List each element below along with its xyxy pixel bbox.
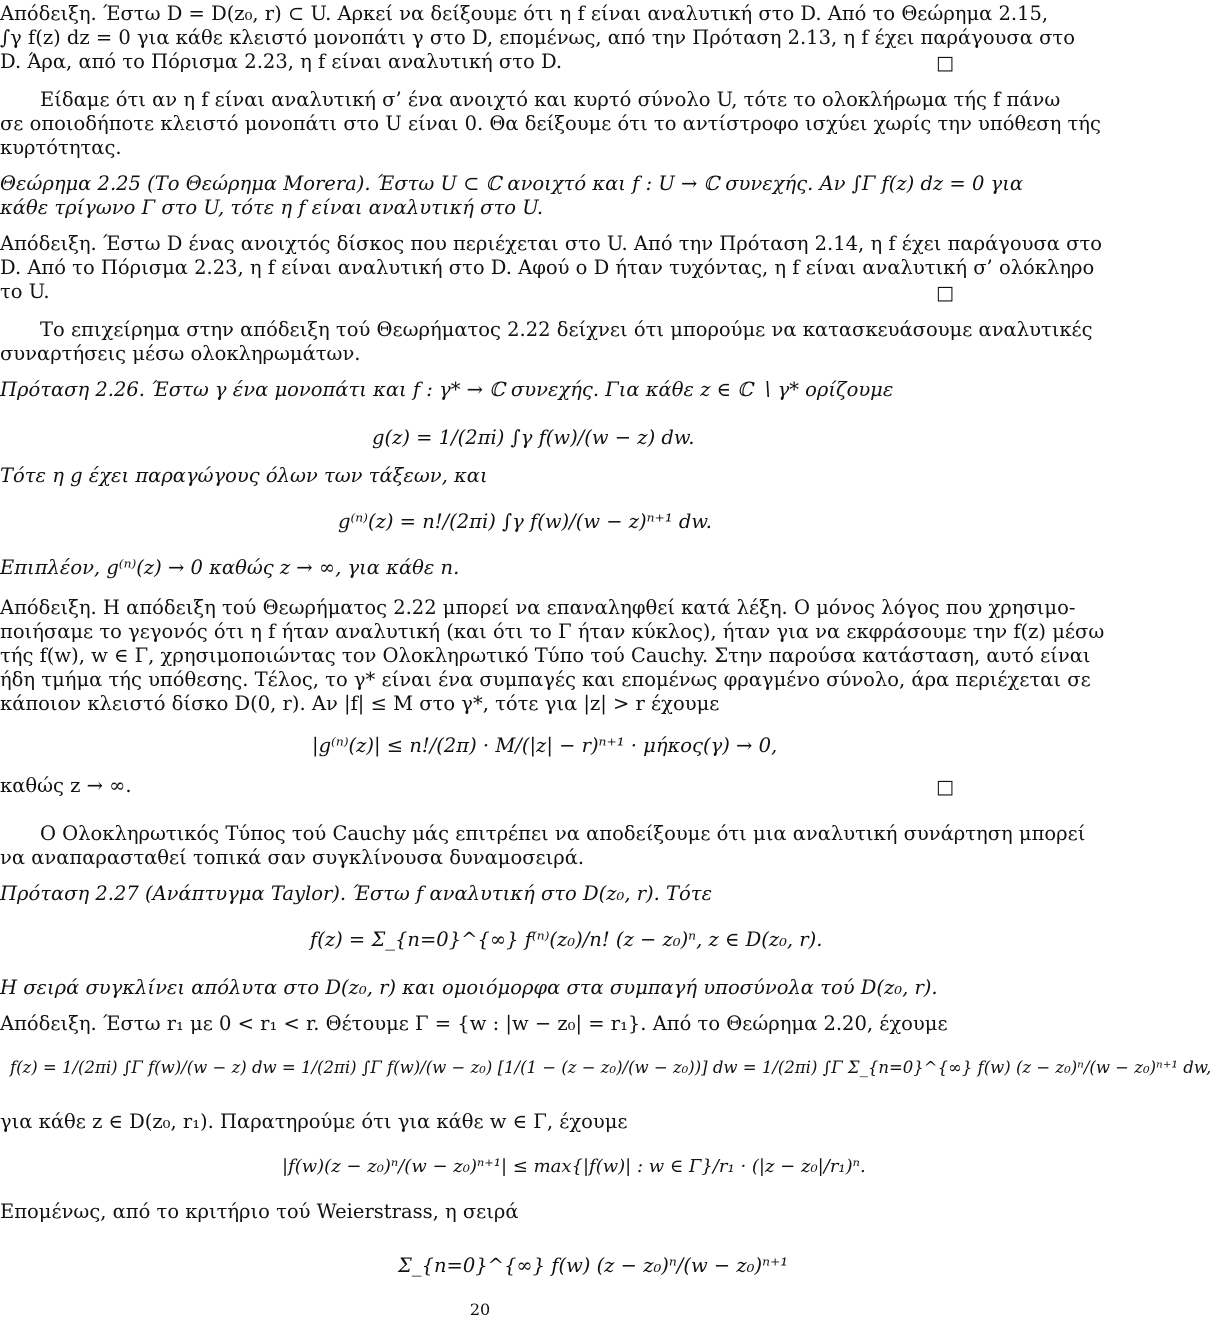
page-number: 20 — [469, 1300, 491, 1319]
text-line: να αναπαρασταθεί τοπικά σαν συγκλίνουσα δυναμοσειρά. — [0, 846, 585, 869]
text-line: Ο Ολοκληρωτικός Τύπος τού Cauchy μάς επιτρέπει να αποδείξουμε ότι μια αναλυτική συνάρτηση μπορεί — [40, 822, 1086, 845]
text-line: Απόδειξη. Η απόδειξη τού Θεωρήματος 2.22 μπορεί να επαναληφθεί κατά λέξη. Ο μόνος λόγος που χρησιμο- — [0, 596, 1076, 619]
text-line: Τότε η g έχει παραγώγους όλων των τάξεων, και — [0, 464, 488, 487]
text-line: κάποιον κλειστό δίσκο D(0, r). Αν |f| ≤ M στο γ*, τότε για |z| > r έχουμε — [0, 692, 720, 715]
theorem-statement: κάθε τρίγωνο Γ στο U, τότε η f είναι αναλυτική στο U. — [0, 196, 544, 219]
qed-symbol: □ — [936, 282, 954, 304]
equation-series: Σ_{n=0}^{∞} f(w) (z − z₀)ⁿ/(w − z₀)ⁿ⁺¹ — [398, 1254, 789, 1277]
text-line: Επιπλέον, g⁽ⁿ⁾(z) → 0 καθώς z → ∞, για κάθε n. — [0, 556, 460, 579]
qed-symbol: □ — [936, 776, 954, 798]
text-line: Απόδειξη. Έστω D ένας ανοιχτός δίσκος που περιέχεται στο U. Από την Πρόταση 2.14, η f έχει παράγουσα στο — [0, 232, 1102, 255]
proposition-statement: Πρόταση 2.26. Έστω γ ένα μονοπάτι και f : γ* → ℂ συνεχής. Για κάθε z ∈ ℂ ∖ γ* ορίζουμε — [0, 378, 894, 401]
equation-g-derivative: g⁽ⁿ⁾(z) = n!/(2πi) ∫γ f(w)/(w − z)ⁿ⁺¹ dw. — [338, 510, 712, 533]
text-line: Είδαμε ότι αν η f είναι αναλυτική σ’ ένα ανοιχτό και κυρτό σύνολο U, τότε το ολοκλήρωμα τής f πάνω — [40, 88, 1061, 111]
text-line: D. Άρα, από το Πόρισμα 2.23, η f είναι αναλυτική στο D. — [0, 50, 563, 73]
theorem-statement: Θεώρημα 2.25 (Το Θεώρημα Morera). Έστω U ⊂ ℂ ανοιχτό και f : U → ℂ συνεχής. Αν ∫Γ f(z) dz = 0 για — [0, 172, 1024, 195]
text-line: Η σειρά συγκλίνει απόλυτα στο D(z₀, r) και ομοιόμορφα στα συμπαγή υποσύνολα τού D(z₀, r). — [0, 976, 938, 999]
text-line: Επομένως, από το κριτήριο τού Weierstrass, η σειρά — [0, 1200, 519, 1223]
text-line: τής f(w), w ∈ Γ, χρησιμοποιώντας τον Ολοκληρωτικό Τύπο τού Cauchy. Στην παρούσα κατάσταση, αυτό είναι — [0, 644, 1091, 667]
text-line: ήδη τμήμα τής υπόθεσης. Τέλος, το γ* είναι ένα συμπαγές και επομένως φραγμένο σύνολο, άρα περιέχεται σε — [0, 668, 1091, 691]
text-line: Απόδειξη. Έστω D = D(z₀, r) ⊂ U. Αρκεί να δείξουμε ότι η f είναι αναλυτική στο D. Από το Θεώρημα 2.15, — [0, 2, 1049, 25]
text-line: σε οποιοδήποτε κλειστό μονοπάτι στο U είναι 0. Θα δείξουμε ότι το αντίστροφο ισχύει χωρίς την υπόθεση τής — [0, 112, 1101, 135]
qed-symbol: □ — [936, 52, 954, 74]
equation-taylor: f(z) = Σ_{n=0}^{∞} f⁽ⁿ⁾(z₀)/n! (z − z₀)ⁿ, z ∈ D(z₀, r). — [310, 928, 823, 951]
text-line: το U. — [0, 280, 50, 303]
text-line: κυρτότητας. — [0, 136, 122, 159]
equation-cauchy-expansion: f(z) = 1/(2πi) ∫Γ f(w)/(w − z) dw = 1/(2πi) ∫Γ f(w)/(w − z₀) [1/(1 − (z − z₀)/(w − z₀))] dw = 1/(2πi) ∫Γ Σ_{n=0}^{∞} f(w) (z − z₀)ⁿ/(w − z₀)ⁿ⁺¹ dw, — [10, 1058, 1211, 1077]
text-line: Το επιχείρημα στην απόδειξη τού Θεωρήματος 2.22 δείχνει ότι μπορούμε να κατασκευάσουμε αναλυτικές — [40, 318, 1093, 341]
text-line: D. Από το Πόρισμα 2.23, η f είναι αναλυτική στο D. Αφού ο D ήταν τυχόντας, η f είναι αναλυτική σ’ ολόκληρο — [0, 256, 1095, 279]
equation-inequality: |f(w)(z − z₀)ⁿ/(w − z₀)ⁿ⁺¹| ≤ max{|f(w)| : w ∈ Γ}/r₁ · (|z − z₀|/r₁)ⁿ. — [282, 1156, 866, 1177]
text-line: ∫γ f(z) dz = 0 για κάθε κλειστό μονοπάτι γ στο D, επομένως, από την Πρόταση 2.13, η f έχει παράγουσα στο — [0, 26, 1075, 49]
text-line: καθώς z → ∞. — [0, 774, 132, 797]
proposition-statement: Πρόταση 2.27 (Ανάπτυγμα Taylor). Έστω f αναλυτική στο D(z₀, r). Τότε — [0, 882, 713, 905]
text-line: συναρτήσεις μέσω ολοκληρωμάτων. — [0, 342, 361, 365]
equation-bound: |g⁽ⁿ⁾(z)| ≤ n!/(2π) · M/(|z| − r)ⁿ⁺¹ · μήκος(γ) → 0, — [312, 734, 778, 757]
text-line: Απόδειξη. Έστω r₁ με 0 < r₁ < r. Θέτουμε Γ = {w : |w − z₀| = r₁}. Από το Θεώρημα 2.20, έχουμε — [0, 1012, 948, 1035]
equation-g: g(z) = 1/(2πi) ∫γ f(w)/(w − z) dw. — [372, 426, 695, 449]
text-line: ποιήσαμε το γεγονός ότι η f ήταν αναλυτική (και ότι το Γ ήταν κύκλος), ήταν για να εκφράσουμε την f(z) μέσω — [0, 620, 1105, 643]
text-line: για κάθε z ∈ D(z₀, r₁). Παρατηρούμε ότι για κάθε w ∈ Γ, έχουμε — [0, 1110, 628, 1133]
